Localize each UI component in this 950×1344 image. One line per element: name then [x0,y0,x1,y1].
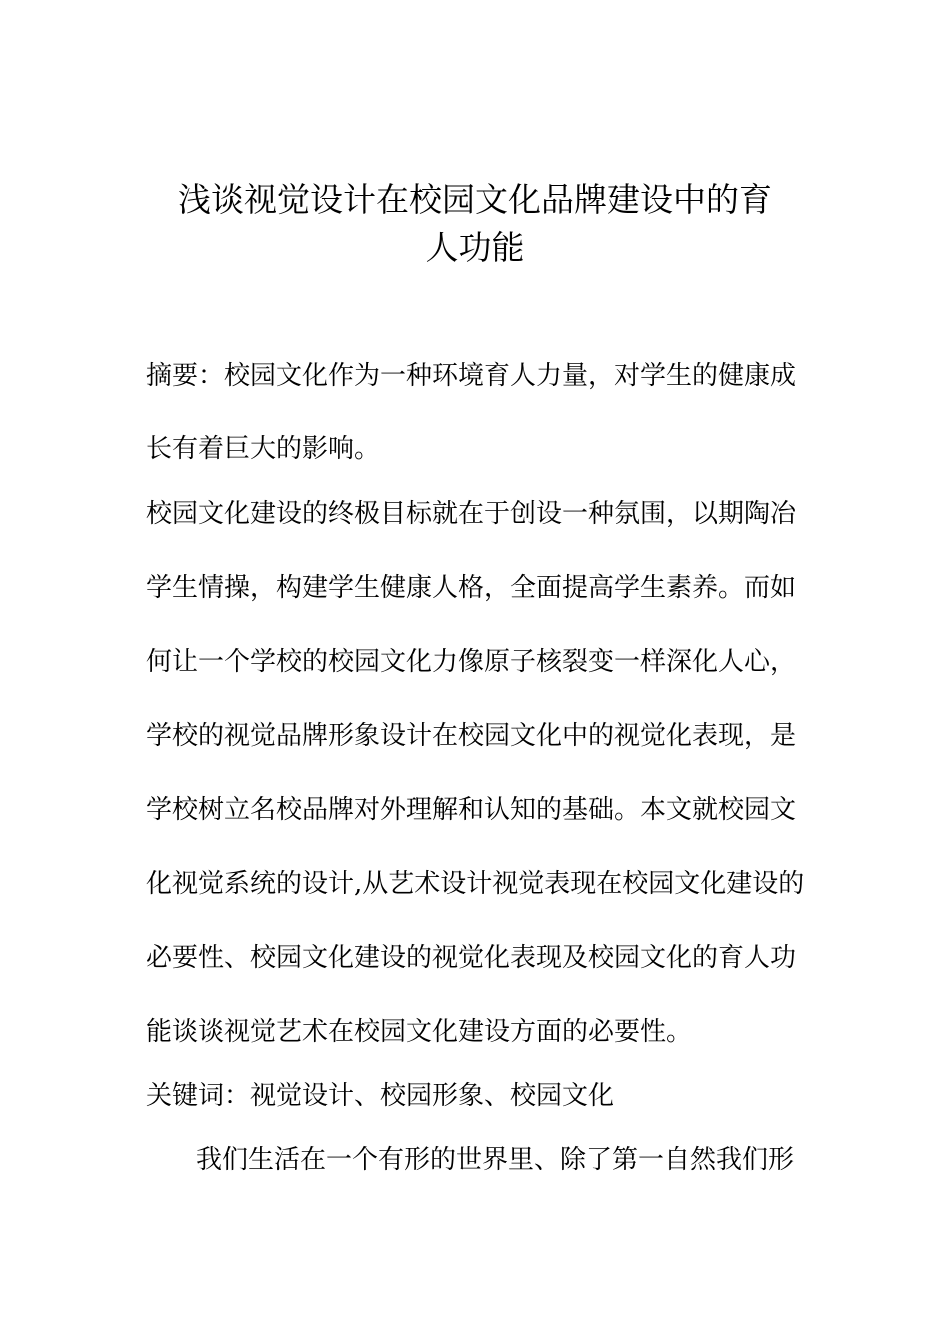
body-line-3: 何让一个学校的校园文化力像原子核裂变一样深化人心， [146,647,797,677]
keywords-line: 关键词：视觉设计、校园形象、校园文化 [146,1081,615,1111]
body-line-8: 能谈谈视觉艺术在校园文化建设方面的必要性。 [146,1017,693,1047]
body-line-7: 必要性、校园文化建设的视觉化表现及校园文化的育人功 [146,943,797,973]
abstract-line-2: 长有着巨大的影响。 [146,434,381,464]
body-line-2: 学生情操，构建学生健康人格，全面提高学生素养。而如 [146,573,797,603]
document-title-line-2: 人功能 [425,228,525,267]
paragraph-start-line: 我们生活在一个有形的世界里、除了第一自然我们形 [196,1145,795,1175]
body-line-4: 学校的视觉品牌形象设计在校园文化中的视觉化表现，是 [146,721,797,751]
body-line-6: 化视觉系统的设计,从艺术设计视觉表现在校园文化建设的 [146,869,805,899]
abstract-line-1: 摘要：校园文化作为一种环境育人力量，对学生的健康成 [146,361,797,391]
body-line-5: 学校树立名校品牌对外理解和认知的基础。本文就校园文 [146,795,797,825]
document-title-line-1: 浅谈视觉设计在校园文化品牌建设中的育 [178,180,772,219]
body-line-1: 校园文化建设的终极目标就在于创设一种氛围，以期陶冶 [146,499,797,529]
